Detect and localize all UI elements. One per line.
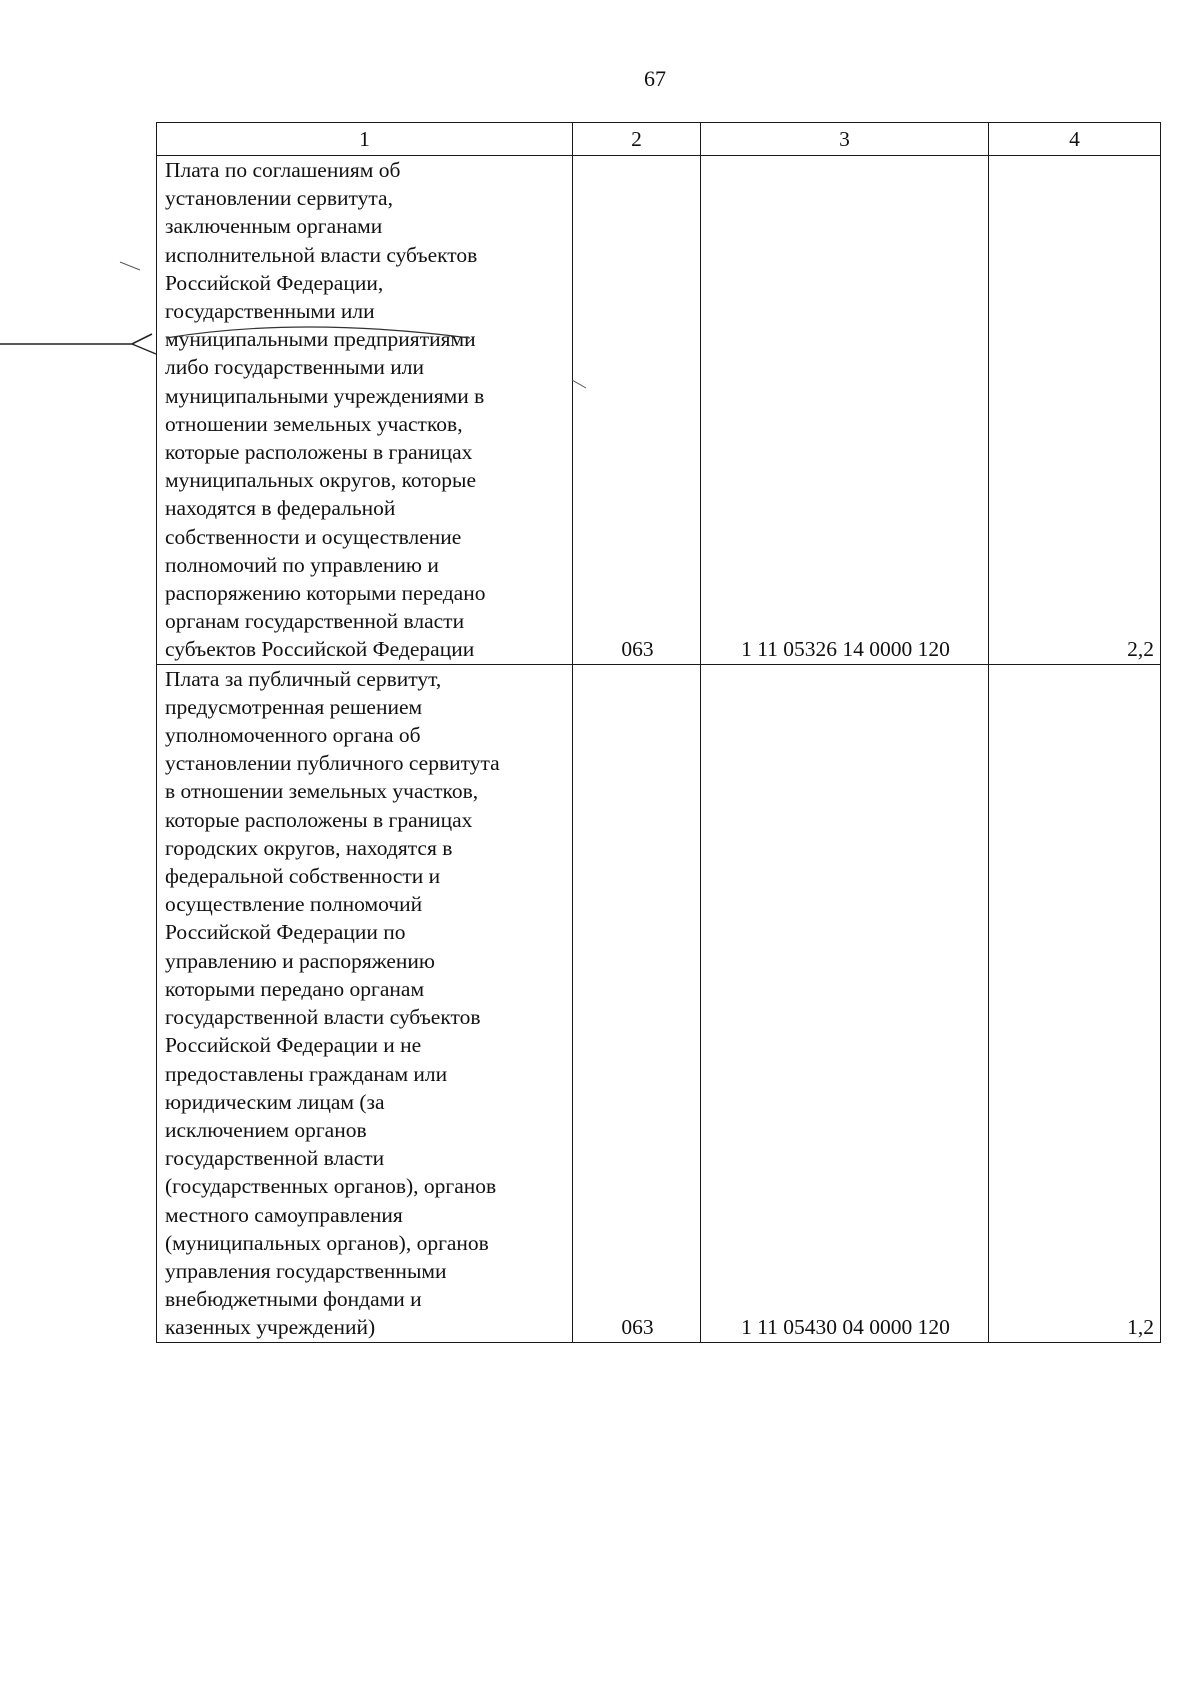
revenue-name-line: осуществление полномочий <box>165 892 423 917</box>
revenue-name-line: предоставлены гражданам или <box>165 1061 448 1086</box>
revenue-name-line: которые расположены в границах <box>165 807 473 832</box>
revenue-name-line: Российской Федерации, <box>165 270 384 295</box>
revenue-name-line: Российской Федерации по <box>165 920 406 945</box>
revenue-name-line: муниципальных округов, которые <box>165 468 476 493</box>
revenue-name-line: субъектов Российской Федерации <box>165 637 475 662</box>
revenue-name-cell <box>157 664 573 1342</box>
revenue-name-line: юридическим лицам (за <box>165 1089 385 1114</box>
revenue-name-line: Плата по соглашениям об <box>165 158 401 182</box>
revenue-name-line: внебюджетными фондами и <box>165 1287 422 1312</box>
revenue-name-line: предусмотренная решением <box>165 694 423 719</box>
revenue-name-line: полномочий по управлению и <box>165 552 439 577</box>
column-header-3: 3 <box>701 123 989 156</box>
revenue-name-line: в отношении земельных участков, <box>165 779 479 804</box>
revenue-name-line: заключенным органами <box>165 214 383 239</box>
revenue-name-line: установлении публичного сервитута <box>165 751 500 776</box>
revenue-name-line: органам государственной власти <box>165 609 465 634</box>
admin-code-cell: 063 <box>573 156 701 665</box>
revenue-name-line: находятся в федеральной <box>165 496 396 521</box>
revenue-name-line: распоряжению которыми передано <box>165 581 486 606</box>
revenue-name-line: которыми передано органам <box>165 976 425 1001</box>
table-row <box>157 156 1161 665</box>
revenue-name-line: государственными или <box>165 299 375 324</box>
table-header-row <box>157 123 1161 156</box>
revenue-name-line: исключением органов <box>165 1117 367 1142</box>
revenue-name-line: уполномоченного органа об <box>165 723 421 748</box>
revenue-name-line: либо государственными или <box>165 355 424 380</box>
revenue-name-line: исполнительной власти субъектов <box>165 242 478 267</box>
revenue-name-line: (муниципальных органов), органов <box>165 1230 489 1255</box>
revenue-name-line: (государственных органов), органов <box>165 1174 497 1199</box>
revenue-name-line: управлению и распоряжению <box>165 948 435 973</box>
revenue-name-line: федеральной собственности и <box>165 864 441 889</box>
column-header-1: 1 <box>157 123 573 156</box>
revenue-name-line: собственности и осуществление <box>165 524 462 549</box>
revenue-name-line: городских округов, находятся в <box>165 835 453 860</box>
revenue-name-line: Плата за публичный сервитут, <box>165 666 442 691</box>
budget-code-cell: 1 11 05430 04 0000 120 <box>701 664 989 1342</box>
column-header-2: 2 <box>573 123 701 156</box>
amount-cell: 2,2 <box>989 156 1161 665</box>
column-header-4: 4 <box>989 123 1161 156</box>
revenue-name-line: установлении сервитута, <box>165 186 393 211</box>
revenue-name-line: муниципальными учреждениями в <box>165 383 485 408</box>
revenue-name-line: Российской Федерации и не <box>165 1033 422 1058</box>
revenue-name-line: местного самоуправления <box>165 1202 403 1227</box>
revenue-name-cell <box>157 156 573 665</box>
revenue-table <box>156 122 1161 1343</box>
revenue-name-line: муниципальными предприятиями <box>165 327 476 352</box>
revenue-name-line: отношении земельных участков, <box>165 411 463 436</box>
revenue-name-line: государственной власти <box>165 1146 385 1171</box>
table-body <box>157 156 1161 1343</box>
page-number: 67 <box>644 66 666 91</box>
revenue-name-line: государственной власти субъектов <box>165 1005 481 1030</box>
revenue-name-line: управления государственными <box>165 1258 447 1283</box>
admin-code-cell: 063 <box>573 664 701 1342</box>
budget-code-cell: 1 11 05326 14 0000 120 <box>701 156 989 665</box>
table-row <box>157 664 1161 1342</box>
amount-cell: 1,2 <box>989 664 1161 1342</box>
revenue-name-line: казенных учреждений) <box>165 1315 376 1340</box>
revenue-name-line: которые расположены в границах <box>165 440 473 465</box>
